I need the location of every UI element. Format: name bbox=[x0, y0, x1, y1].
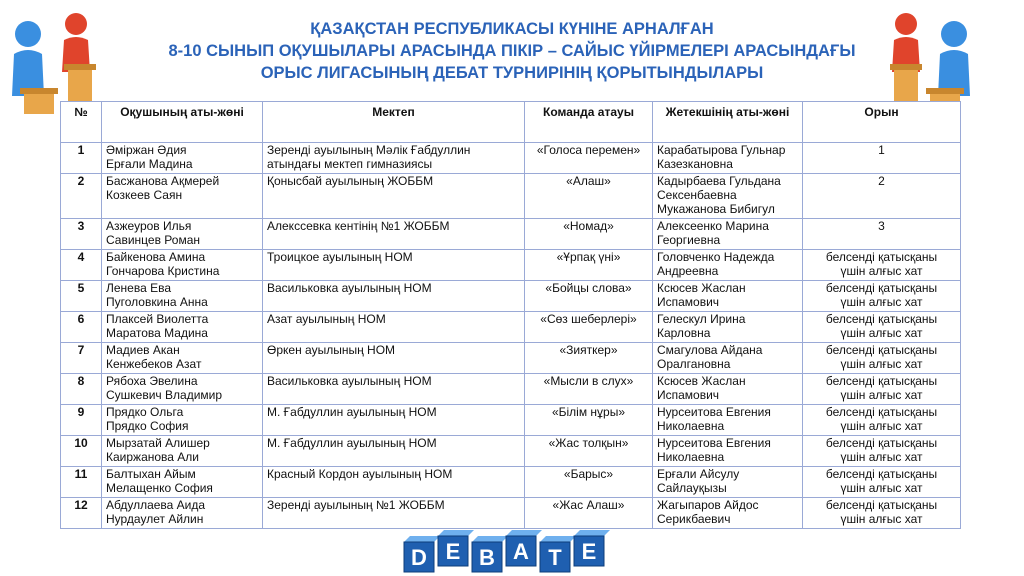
header-school: Мектеп bbox=[263, 102, 525, 143]
mentor-name-line: Серикбаевич bbox=[657, 512, 731, 526]
mentor-name bbox=[653, 498, 803, 529]
place-result bbox=[803, 374, 961, 405]
debate-letter-cube bbox=[472, 536, 508, 572]
student-names-line: Ленева Ева bbox=[106, 281, 172, 295]
student-names bbox=[102, 174, 263, 219]
mentor-name bbox=[653, 405, 803, 436]
table-row bbox=[61, 374, 961, 405]
row-number: 11 bbox=[61, 467, 102, 498]
debaters-left-illustration bbox=[10, 4, 102, 116]
mentor-name-line: Сексенбаевна bbox=[657, 188, 737, 202]
debaters-right-illustration bbox=[878, 4, 970, 116]
row-number: 2 bbox=[61, 174, 102, 219]
student-names bbox=[102, 250, 263, 281]
place-result-line: үшін алғыс хат bbox=[840, 419, 923, 433]
place-result bbox=[803, 405, 961, 436]
header-team-name: Команда атауы bbox=[525, 102, 653, 143]
mentor-name-line: Карловна bbox=[657, 326, 711, 340]
student-names-line: Абдуллаева Аида bbox=[106, 498, 206, 512]
mentor-name-line: Георгиевна bbox=[657, 233, 721, 247]
table-row bbox=[61, 143, 961, 174]
debate-letter: B bbox=[479, 545, 495, 570]
header-student-names: Оқушының аты-жөні bbox=[102, 102, 263, 143]
place-result bbox=[803, 281, 961, 312]
school-name bbox=[263, 281, 525, 312]
header-number: № bbox=[61, 102, 102, 143]
table-row bbox=[61, 250, 961, 281]
mentor-name-line: Испамович bbox=[657, 388, 720, 402]
school-name-line: Қонысбай ауылының ЖОББМ bbox=[267, 174, 434, 188]
team-name: «Барыс» bbox=[525, 467, 653, 498]
school-name-line: Зеренді ауылының №1 ЖОББМ bbox=[267, 498, 445, 512]
mentor-name bbox=[653, 467, 803, 498]
debate-letter-cube bbox=[540, 536, 576, 572]
mentor-name-line: Ксюсев Жаслан bbox=[657, 281, 746, 295]
row-number: 8 bbox=[61, 374, 102, 405]
student-names-line: Маратова Мадина bbox=[106, 326, 208, 340]
header-mentor: Жетекшінің аты-жөні bbox=[653, 102, 803, 143]
debate-letter: E bbox=[445, 539, 461, 564]
debate-letter-cube bbox=[404, 536, 440, 572]
student-names-line: Савинцев Роман bbox=[106, 233, 201, 247]
school-name-line: Васильковка ауылының НОМ bbox=[267, 281, 432, 295]
school-name-line: Красный Кордон ауылының НОМ bbox=[267, 467, 453, 481]
table-row bbox=[61, 436, 961, 467]
place-result-line: белсенді қатысқаны bbox=[825, 312, 938, 326]
place-result-line: үшін алғыс хат bbox=[840, 295, 923, 309]
school-name bbox=[263, 219, 525, 250]
student-names-line: Кенжебеков Азат bbox=[106, 357, 202, 371]
mentor-name-line: Андреевна bbox=[657, 264, 719, 278]
place-result-line: белсенді қатысқаны bbox=[825, 467, 938, 481]
school-name-line: атындағы мектеп гимназиясы bbox=[267, 157, 433, 171]
title-line-3: ОРЫС ЛИГАСЫНЫҢ ДЕБАТ ТУРНИРІНІҢ ҚОРЫТЫНДЫЛАРЫ bbox=[260, 64, 764, 82]
place-result bbox=[803, 498, 961, 529]
school-name bbox=[263, 174, 525, 219]
student-names-line: Прядко Ольга bbox=[106, 405, 184, 419]
student-names-line: Рябоха Эвелина bbox=[106, 374, 198, 388]
student-names-line: Каиржанова Али bbox=[106, 450, 199, 464]
table-row bbox=[61, 498, 961, 529]
student-names bbox=[102, 312, 263, 343]
mentor-name-line: Николаевна bbox=[657, 450, 725, 464]
table-row bbox=[61, 467, 961, 498]
place-result bbox=[803, 250, 961, 281]
team-name: «Ұрпақ үні» bbox=[525, 250, 653, 281]
team-name: «Номад» bbox=[525, 219, 653, 250]
mentor-name bbox=[653, 374, 803, 405]
mentor-name-line: Сайлауқызы bbox=[657, 481, 727, 495]
student-names-line: Мырзатай Алишер bbox=[106, 436, 210, 450]
row-number: 9 bbox=[61, 405, 102, 436]
school-name-line: Өркен ауылының НОМ bbox=[267, 343, 396, 357]
row-number: 3 bbox=[61, 219, 102, 250]
place-result-line: үшін алғыс хат bbox=[840, 357, 923, 371]
place-result-line: белсенді қатысқаны bbox=[825, 405, 938, 419]
row-number: 1 bbox=[61, 143, 102, 174]
student-names bbox=[102, 374, 263, 405]
school-name bbox=[263, 467, 525, 498]
mentor-name-line: Головченко Надежда bbox=[657, 250, 775, 264]
place-result-line: белсенді қатысқаны bbox=[825, 281, 938, 295]
mentor-name-line: Смагулова Айдана bbox=[657, 343, 763, 357]
row-number: 7 bbox=[61, 343, 102, 374]
team-name: «Сөз шеберлері» bbox=[525, 312, 653, 343]
place-result-line: белсенді қатысқаны bbox=[825, 436, 938, 450]
place-result-line: үшін алғыс хат bbox=[840, 481, 923, 495]
place-result bbox=[803, 174, 961, 219]
student-names-line: Козкеев Саян bbox=[106, 188, 183, 202]
place-result-line: үшін алғыс хат bbox=[840, 450, 923, 464]
team-name: «Білім нұры» bbox=[525, 405, 653, 436]
place-result bbox=[803, 467, 961, 498]
student-names-line: Әміржан Әдия bbox=[106, 143, 187, 157]
place-result-line: үшін алғыс хат bbox=[840, 326, 923, 340]
student-names-line: Гончарова Кристина bbox=[106, 264, 220, 278]
school-name bbox=[263, 312, 525, 343]
school-name bbox=[263, 436, 525, 467]
mentor-name bbox=[653, 219, 803, 250]
student-names-line: Балтыхан Айым bbox=[106, 467, 196, 481]
school-name bbox=[263, 343, 525, 374]
header-place: Орын bbox=[803, 102, 961, 143]
place-result bbox=[803, 312, 961, 343]
mentor-name bbox=[653, 174, 803, 219]
school-name bbox=[263, 374, 525, 405]
student-names-line: Байкенова Амина bbox=[106, 250, 206, 264]
student-names bbox=[102, 143, 263, 174]
school-name-line: М. Ғабдуллин ауылының НОМ bbox=[267, 405, 437, 419]
mentor-name-line: Гелескул Ирина bbox=[657, 312, 746, 326]
place-result-line: үшін алғыс хат bbox=[840, 512, 923, 526]
place-result bbox=[803, 436, 961, 467]
mentor-name bbox=[653, 312, 803, 343]
school-name bbox=[263, 498, 525, 529]
place-result-line: белсенді қатысқаны bbox=[825, 250, 938, 264]
place-result bbox=[803, 143, 961, 174]
student-names-line: Пуголовкина Анна bbox=[106, 295, 208, 309]
student-names bbox=[102, 343, 263, 374]
mentor-name-line: Алексеенко Марина bbox=[657, 219, 769, 233]
place-result-line: үшін алғыс хат bbox=[840, 264, 923, 278]
mentor-name-line: Казезкановна bbox=[657, 157, 733, 171]
mentor-name bbox=[653, 343, 803, 374]
student-names bbox=[102, 405, 263, 436]
mentor-name bbox=[653, 436, 803, 467]
student-names-line: Прядко София bbox=[106, 419, 189, 433]
school-name-line: Васильковка ауылының НОМ bbox=[267, 374, 432, 388]
place-result-line: 2 bbox=[878, 174, 885, 188]
mentor-name bbox=[653, 143, 803, 174]
table-row bbox=[61, 405, 961, 436]
debate-letter-cube bbox=[574, 530, 610, 566]
student-names-line: Мадиев Акан bbox=[106, 343, 180, 357]
debate-letter: T bbox=[548, 545, 562, 570]
team-name: «Жас толқын» bbox=[525, 436, 653, 467]
table-row bbox=[61, 343, 961, 374]
place-result bbox=[803, 219, 961, 250]
school-name bbox=[263, 250, 525, 281]
school-name bbox=[263, 405, 525, 436]
mentor-name-line: Нурсеитова Евгения bbox=[657, 436, 771, 450]
table-row bbox=[61, 281, 961, 312]
table-row bbox=[61, 312, 961, 343]
school-name-line: Азат ауылының НОМ bbox=[267, 312, 386, 326]
mentor-name-line: Испамович bbox=[657, 295, 720, 309]
row-number: 12 bbox=[61, 498, 102, 529]
mentor-name bbox=[653, 250, 803, 281]
team-name: «Голоса перемен» bbox=[525, 143, 653, 174]
team-name: «Алаш» bbox=[525, 174, 653, 219]
school-name-line: Троицкое ауылының НОМ bbox=[267, 250, 413, 264]
team-name: «Бойцы слова» bbox=[525, 281, 653, 312]
team-name: «Мысли в слух» bbox=[525, 374, 653, 405]
student-names-line: Азжеуров Илья bbox=[106, 219, 192, 233]
student-names-line: Плаксей Виолетта bbox=[106, 312, 209, 326]
results-table-body bbox=[61, 143, 961, 529]
debate-letter: D bbox=[411, 545, 427, 570]
mentor-name-line: Оралгановна bbox=[657, 357, 731, 371]
row-number: 5 bbox=[61, 281, 102, 312]
debate-letter: E bbox=[581, 539, 597, 564]
row-number: 10 bbox=[61, 436, 102, 467]
place-result-line: белсенді қатысқаны bbox=[825, 498, 938, 512]
student-names bbox=[102, 498, 263, 529]
mentor-name bbox=[653, 281, 803, 312]
table-header-row bbox=[61, 102, 961, 143]
place-result-line: белсенді қатысқаны bbox=[825, 343, 938, 357]
row-number: 6 bbox=[61, 312, 102, 343]
mentor-name-line: Николаевна bbox=[657, 419, 725, 433]
place-result-line: белсенді қатысқаны bbox=[825, 374, 938, 388]
school-name bbox=[263, 143, 525, 174]
debate-logo bbox=[400, 528, 610, 574]
mentor-name-line: Ерғали Айсулу bbox=[657, 467, 740, 481]
debate-letter-cube bbox=[506, 530, 542, 566]
table-row bbox=[61, 174, 961, 219]
results-table bbox=[60, 101, 961, 529]
student-names bbox=[102, 219, 263, 250]
row-number: 4 bbox=[61, 250, 102, 281]
place-result-line: 3 bbox=[878, 219, 885, 233]
mentor-name-line: Мукажанова Бибигул bbox=[657, 202, 775, 216]
title-line-1: ҚАЗАҚСТАН РЕСПУБЛИКАСЫ КҮНІНЕ АРНАЛҒАН bbox=[310, 20, 714, 38]
student-names bbox=[102, 436, 263, 467]
mentor-name-line: Кадырбаева Гульдана bbox=[657, 174, 781, 188]
title-line-2: 8-10 СЫНЫП ОҚУШЫЛАРЫ АРАСЫНДА ПІКІР – САЙЫС ҮЙІРМЕЛЕРІ АРАСЫНДАҒЫ bbox=[168, 42, 856, 60]
page-title bbox=[150, 18, 874, 84]
place-result bbox=[803, 343, 961, 374]
school-name-line: Алекссевка кентінің №1 ЖОББМ bbox=[267, 219, 450, 233]
mentor-name-line: Нурсеитова Евгения bbox=[657, 405, 771, 419]
school-name-line: Зеренді ауылының Мәлік Ғабдуллин bbox=[267, 143, 471, 157]
student-names-line: Сушкевич Владимир bbox=[106, 388, 223, 402]
team-name: «Зияткер» bbox=[525, 343, 653, 374]
school-name-line: М. Ғабдуллин ауылының НОМ bbox=[267, 436, 437, 450]
student-names bbox=[102, 281, 263, 312]
student-names-line: Нурдаулет Айлин bbox=[106, 512, 204, 526]
mentor-name-line: Жагыпаров Айдос bbox=[657, 498, 759, 512]
table-row bbox=[61, 219, 961, 250]
student-names-line: Ерғали Мадина bbox=[106, 157, 193, 171]
debate-letter: A bbox=[513, 539, 529, 564]
place-result-line: 1 bbox=[878, 143, 885, 157]
mentor-name-line: Ксюсев Жаслан bbox=[657, 374, 746, 388]
place-result-line: үшін алғыс хат bbox=[840, 388, 923, 402]
student-names-line: Мелащенко София bbox=[106, 481, 213, 495]
team-name: «Жас Алаш» bbox=[525, 498, 653, 529]
mentor-name-line: Карабатырова Гульнар bbox=[657, 143, 786, 157]
student-names bbox=[102, 467, 263, 498]
student-names-line: Басжанова Ақмерей bbox=[106, 174, 220, 188]
debate-letter-cube bbox=[438, 530, 474, 566]
